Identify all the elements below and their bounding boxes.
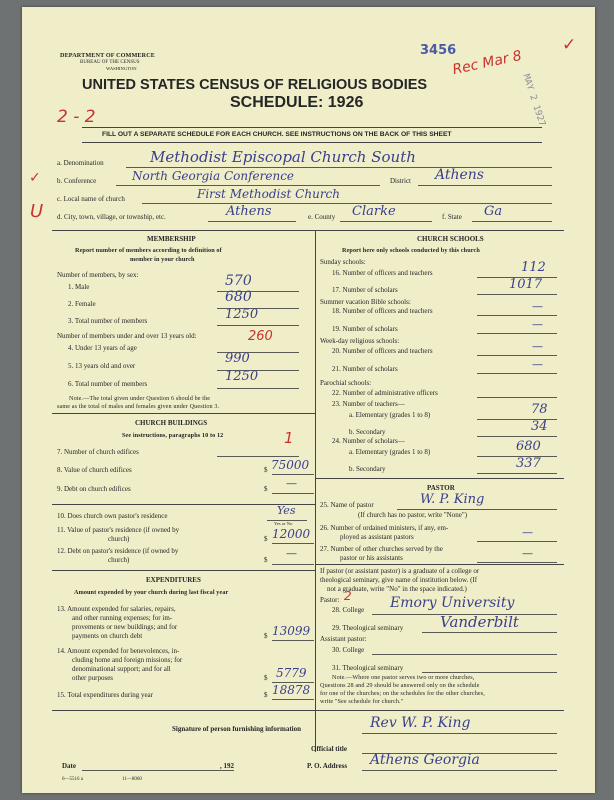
summer-label: Summer vacation Bible schools: bbox=[320, 298, 411, 306]
sunday-officers-field[interactable]: 112 bbox=[521, 260, 546, 275]
q9-label: 9. Debt on church edifices bbox=[57, 485, 131, 493]
q23b-label: b. Secondary bbox=[349, 428, 386, 436]
date-label: Date bbox=[62, 762, 76, 770]
q15-label: 15. Total expenditures during year bbox=[57, 691, 153, 699]
q23-label: 23. Number of teachers— bbox=[332, 400, 405, 408]
q29-label: 29. Theological seminary bbox=[332, 624, 404, 632]
parochial-label: Parochial schools: bbox=[320, 379, 372, 387]
state-label: f. State bbox=[442, 213, 462, 221]
city-field[interactable]: Athens bbox=[226, 204, 272, 219]
q30-label: 30. College bbox=[332, 646, 365, 654]
q22-label: 22. Number of administrative officers bbox=[332, 389, 438, 397]
expenditures-heading: EXPENDITURES bbox=[146, 576, 201, 584]
census-schedule-form: DEPARTMENT OF COMMERCE BUREAU OF THE CENSUS WASHINGTON 3456 Rec Mar 8 MAY 2 1927 ✓ UNITED STATES CENSUS OF RELIGIOUS BODIES SCHEDULE: 1926 2 - 2 FILL OUT A SEPARATE SCHEDULE FOR EACH CHURCH. SEE INSTRUCTIONS ON THE BACK OF THIS SHEET a. Denomination Methodist Episcopal Church South ✓ b. Conference North Georgia Conference District Athens c. Local name of church First Methodist Church U d. City, town, village, or township, etc. Athens e. County Clarke f. State Ga MEMBERSHIP Report number of members according to definition of member in your church Number of members, by sex: 1. Male 570 2. Female 680 3. Total number of members 1250 Number of members under and over 13 years old: 4. Under 13 years of age 260 5. 13 years old and over 990 6. Total number of members 1250 Note.—The total given under Question 6 should be the same as the total of males and females given under Question 3. CHURCH BUILDINGS See instructions, paragraphs 10 to 12 7. Number of church edifices 1 8. Value of church edifices $ 75000 9. Debt on church edifices $ — 10. Does church own pastor's residence Yes Yes or No 11. Value of pastor's residence (if owned by church) $ 12000 12. Debt on pastor's residence (if owned by church) $ — EXPENDITURES Amount expended by your church during last fiscal year 13. Amount expended for salaries, repairs, and other running expenses; for im- provements or new buildings; and for payments on church debt $ 13099 14. Amount expended for benevolences, in- cluding home and foreign missions; for denominational support; and for all other purposes $ 5779 15. Total expenditures during year $ 18878 CHURCH SCHOOLS Report here only schools conducted by this church Sunday schools: 16. Number of officers and teachers 112 17. Number of scholars 1017 Summer vacation Bible schools: 18. Number of officers and teachers — 19. Number of scholars — Week-day religious schools: 20. Number of officers and teachers — 21. Number of scholars — Parochial schools: 22. Number of administrative officers 23. Number of teachers— a. Elementary (grades 1 to 8) 78 b. Secondary 34 24. Number of scholars— a. Elementary (grades 1 to 8) 680 b. Secondary 337 PASTOR 25. Name of pastor W. P. King (If church has no pastor, write "None") 26. Number of ordained ministers, if any, em- ployed as assistant pastors — 27. Number of other churches served by the pastor or his assistants — If pastor (or assistant pastor) is a graduate of a college or theological seminary, give name of institution below. (If not a graduate, write "No" in the space indicated.) Pastor: 2 28. College Emory University 29. Theological seminary Vanderbilt Assistant pastor: 30. College 31. Theological seminary Note.—Where one pastor serves two or more churches, Questions 28 and 29 should be answered only on the schedule for one of the churches; on the schedules for the other churches, write "See schedule for church." Signature of person furnishing information Rev W. P. King Official title Date , 192 P. O. Address Athens Georgia 6—5516 a 11—8060 bbox=[22, 7, 595, 793]
age-split-label: Number of members under and over 13 years old: bbox=[57, 332, 197, 340]
membership-intro-2: member in your church bbox=[130, 256, 195, 263]
yes-no-hint: Yes or No bbox=[274, 521, 293, 526]
church-edifices-field[interactable]: 1 bbox=[284, 429, 294, 447]
sunday-scholars-field[interactable]: 1017 bbox=[509, 277, 543, 292]
pastor-note-4: write "See schedule for church." bbox=[320, 698, 404, 705]
q20-label: 20. Number of officers and teachers bbox=[332, 347, 433, 355]
received-stamp: MAY 2 1927 bbox=[520, 73, 547, 128]
q13-label: 13. Amount expended for salaries, repairs, bbox=[57, 605, 176, 613]
church-name-label: c. Local name of church bbox=[57, 195, 125, 203]
edifice-debt-field[interactable]: — bbox=[286, 477, 297, 490]
pastor-note-2: Questions 28 and 29 should be answered only on the schedule bbox=[320, 682, 480, 689]
q16-label: 16. Number of officers and teachers bbox=[332, 269, 433, 277]
over-13-field[interactable]: 990 bbox=[225, 351, 250, 366]
q17-label: 17. Number of scholars bbox=[332, 286, 398, 294]
q25-label: 25. Name of pastor bbox=[320, 501, 374, 509]
membership-intro: Report number of members according to definition of bbox=[75, 247, 222, 254]
city-label: d. City, town, village, or township, etc. bbox=[57, 213, 166, 221]
membership-heading: MEMBERSHIP bbox=[147, 235, 196, 243]
residence-debt-field[interactable]: — bbox=[286, 547, 297, 560]
form-code: 6—5516 a bbox=[62, 777, 83, 782]
q24a-label: a. Elementary (grades 1 to 8) bbox=[349, 448, 431, 456]
q25-note: (If church has no pastor, write "None") bbox=[358, 511, 468, 519]
buildings-sub: See instructions, paragraphs 10 to 12 bbox=[122, 432, 224, 439]
summer-officers-field[interactable]: — bbox=[532, 300, 543, 313]
print-code: 11—8060 bbox=[122, 777, 142, 782]
secondary-teachers-field[interactable]: 34 bbox=[531, 419, 548, 434]
county-field[interactable]: Clarke bbox=[352, 204, 396, 219]
q24b-label: b. Secondary bbox=[349, 465, 386, 473]
district-label: District bbox=[390, 177, 411, 185]
pastor-name-field[interactable]: W. P. King bbox=[420, 492, 485, 507]
schools-heading: CHURCH SCHOOLS bbox=[417, 235, 484, 243]
q12-label-2: church) bbox=[108, 556, 130, 564]
pastor-sub-label: Pastor: bbox=[320, 596, 340, 604]
department-label: DEPARTMENT OF COMMERCE bbox=[60, 52, 156, 59]
q14-label: 14. Amount expended for benevolences, in- bbox=[57, 647, 180, 655]
q26-label-2: ployed as assistant pastors bbox=[340, 533, 414, 541]
weekday-officers-field[interactable]: — bbox=[532, 340, 543, 353]
margin-mark: 2 - 2 bbox=[57, 107, 96, 127]
q27-label: 27. Number of other churches served by the bbox=[320, 545, 443, 553]
q8-label: 8. Value of church edifices bbox=[57, 466, 132, 474]
q5-label: 5. 13 years old and over bbox=[68, 362, 136, 370]
check-mark-icon: ✓ bbox=[562, 35, 577, 55]
signature-label: Signature of person furnishing information bbox=[172, 725, 301, 733]
q18-label: 18. Number of officers and teachers bbox=[332, 307, 433, 315]
conference-label: b. Conference bbox=[57, 177, 97, 185]
address-field[interactable]: Athens Georgia bbox=[370, 752, 480, 768]
washington-label: WASHINGTON bbox=[106, 66, 137, 71]
form-number: 3456 bbox=[420, 43, 457, 58]
q19-label: 19. Number of scholars bbox=[332, 325, 398, 333]
benevolences-field[interactable]: 5779 bbox=[276, 666, 307, 680]
q13-label-3: provements or new buildings; and for bbox=[72, 623, 178, 631]
q11-label-2: church) bbox=[108, 535, 130, 543]
assistant-pastor-label: Assistant pastor: bbox=[320, 635, 367, 643]
edifice-value-field[interactable]: 75000 bbox=[271, 458, 310, 472]
pastor-seminary-field[interactable]: Vanderbilt bbox=[440, 613, 519, 631]
expenditures-sub: Amount expended by your church during last fiscal year bbox=[74, 589, 229, 596]
q11-label: 11. Value of pastor's residence (if owned by bbox=[57, 526, 180, 534]
q7-label: 7. Number of church edifices bbox=[57, 448, 139, 456]
q13-label-2: and other running expenses; for im- bbox=[72, 614, 173, 622]
q14-label-2: cluding home and foreign missions; for bbox=[72, 656, 183, 664]
county-label: e. County bbox=[308, 213, 336, 221]
check-mark-icon: ✓ bbox=[29, 170, 41, 186]
q6-label: 6. Total number of members bbox=[68, 380, 148, 388]
college-note: If pastor (or assistant pastor) is a graduate of a college or bbox=[320, 567, 480, 575]
total-members-field[interactable]: 1250 bbox=[225, 307, 259, 322]
schedule-title: SCHEDULE: 1926 bbox=[230, 94, 364, 111]
membership-note-2: same as the total of males and females given under Question 3. bbox=[57, 403, 220, 410]
received-note: Rec Mar 8 bbox=[451, 47, 524, 79]
q31-label: 31. Theological seminary bbox=[332, 664, 404, 672]
college-note-2: theological seminary, give name of institution below. (If bbox=[320, 576, 478, 584]
denomination-field[interactable]: Methodist Episcopal Church South bbox=[150, 148, 416, 166]
year-label: , 192 bbox=[220, 762, 234, 770]
q21-label: 21. Number of scholars bbox=[332, 365, 398, 373]
q10-label: 10. Does church own pastor's residence bbox=[57, 512, 168, 520]
weekday-scholars-field[interactable]: — bbox=[532, 358, 543, 371]
assistant-pastors-field[interactable]: — bbox=[522, 526, 533, 539]
pastor-heading: PASTOR bbox=[427, 484, 455, 492]
college-note-3: not a graduate, write "No" in the space indicated.) bbox=[327, 585, 467, 593]
sunday-label: Sunday schools: bbox=[320, 258, 366, 266]
church-name-field[interactable]: First Methodist Church bbox=[197, 187, 340, 201]
q14-label-4: other purposes bbox=[72, 674, 114, 682]
instruction-line: FILL OUT A SEPARATE SCHEDULE FOR EACH CHURCH. SEE INSTRUCTIONS ON THE BACK OF THIS SHEET bbox=[102, 131, 452, 138]
q26-label: 26. Number of ordained ministers, if any, em- bbox=[320, 524, 449, 532]
q27-label-2: pastor or his assistants bbox=[340, 554, 403, 562]
q12-label: 12. Debt on pastor's residence (if owned by bbox=[57, 547, 179, 555]
q28-label: 28. College bbox=[332, 606, 365, 614]
q23a-label: a. Elementary (grades 1 to 8) bbox=[349, 411, 431, 419]
by-sex-label: Number of members, by sex: bbox=[57, 271, 139, 279]
district-field[interactable]: Athens bbox=[435, 167, 484, 183]
total-expenditures-field[interactable]: 18878 bbox=[272, 683, 311, 697]
female-members-field[interactable]: 680 bbox=[225, 289, 252, 305]
q4-label: 4. Under 13 years of age bbox=[68, 344, 137, 352]
q13-label-4: payments on church debt bbox=[72, 632, 143, 640]
schools-sub: Report here only schools conducted by this church bbox=[342, 247, 480, 254]
state-field[interactable]: Ga bbox=[484, 204, 503, 219]
elementary-teachers-field[interactable]: 78 bbox=[531, 402, 548, 417]
male-members-field[interactable]: 570 bbox=[225, 273, 252, 289]
official-title-label: Official title bbox=[311, 745, 347, 753]
total-members-age-field[interactable]: 1250 bbox=[225, 369, 259, 384]
q14-label-3: denominational support; and for all bbox=[72, 665, 171, 673]
q1-label: 1. Male bbox=[68, 283, 90, 291]
pastor-note-3: for one of the churches; on the schedules for the other churches, bbox=[320, 690, 485, 697]
buildings-heading: CHURCH BUILDINGS bbox=[135, 419, 208, 427]
summer-scholars-field[interactable]: — bbox=[532, 318, 543, 331]
pastor-college-field[interactable]: Emory University bbox=[390, 595, 515, 611]
elementary-scholars-field[interactable]: 680 bbox=[516, 439, 541, 454]
secondary-scholars-field[interactable]: 337 bbox=[516, 456, 541, 471]
membership-note: Note.—The total given under Question 6 should be the bbox=[69, 395, 211, 402]
residence-value-field[interactable]: 12000 bbox=[272, 527, 311, 541]
form-title: UNITED STATES CENSUS OF RELIGIOUS BODIES bbox=[82, 77, 428, 93]
under-13-field[interactable]: 260 bbox=[248, 329, 273, 344]
owns-residence-field[interactable]: Yes bbox=[277, 504, 296, 517]
weekday-label: Week-day religious schools: bbox=[320, 337, 400, 345]
other-churches-field[interactable]: — bbox=[522, 547, 533, 560]
q2-label: 2. Female bbox=[68, 300, 96, 308]
margin-mark-u: U bbox=[30, 201, 44, 222]
q3-label: 3. Total number of members bbox=[68, 317, 148, 325]
running-expenses-field[interactable]: 13099 bbox=[272, 624, 311, 638]
q24-label: 24. Number of scholars— bbox=[332, 437, 405, 445]
pastor-note: Note.—Where one pastor serves two or more churches, bbox=[332, 674, 475, 681]
conference-field[interactable]: North Georgia Conference bbox=[132, 169, 295, 183]
address-label: P. O. Address bbox=[307, 762, 348, 770]
bureau-label: BUREAU OF THE CENSUS bbox=[80, 60, 140, 65]
denomination-label: a. Denomination bbox=[57, 159, 104, 167]
signature-field[interactable]: Rev W. P. King bbox=[370, 715, 471, 731]
